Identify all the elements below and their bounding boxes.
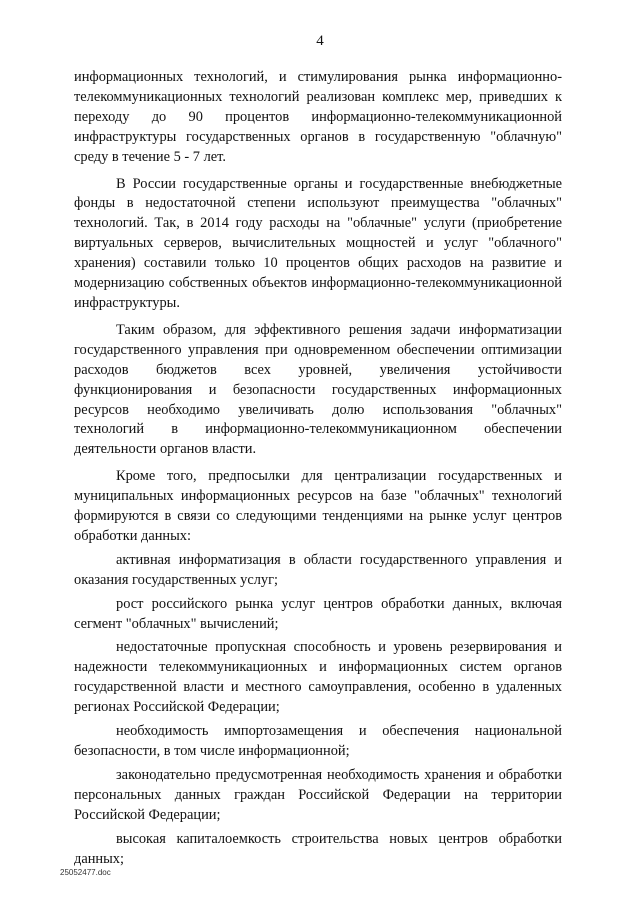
list-item: активная информатизация в области государственного управления и оказания государственных услуг; — [74, 551, 562, 588]
footer-file-code: 25052477.doc — [60, 868, 111, 877]
list-item: необходимость импортозамещения и обеспечения национальной безопасности, в том числе информационной; — [74, 723, 562, 759]
list-item: недостаточные пропускная способность и уровень резервирования и надежности телекоммуникационных и информационных систем органов государственной власти и местного самоуправления, особенно в удаленных регионах Российской Федерации; — [74, 639, 562, 716]
paragraph: В России государственные органы и государственные внебюджетные фонды в недостаточной степени используют преимущества "облачных" технологий. Так, в 2014 году расходы на "облачные" услуги (приобретение виртуальных серверов, вычислительных мощностей и услуг "облачного" хранения) составили только 10 процентов общих расходов на развитие и модернизацию собственных объектов информационно-телекоммуникационной инфраструктуры. — [74, 175, 562, 311]
list-item: законодательно предусмотренная необходимость хранения и обработки персональных данных граждан Российской Федерации на территории Российской Федерации; — [74, 766, 562, 823]
list-item: высокая капиталоемкость строительства новых центров обработки данных; — [74, 830, 562, 867]
paragraph-continuation: информационных технологий, и стимулирования рынка информационно-телекоммуникационных технологий реализован комплекс мер, приведших к переходу до 90 процентов информационно-телекоммуникационной инфраструктуры государственных органов в государственную "облачную" среду в течение 5 - 7 лет. — [74, 69, 562, 165]
paragraph: Таким образом, для эффективного решения задачи информатизации государственного управления при одновременном обеспечении оптимизации расходов бюджетов всех уровней, увеличения устойчивости функционирования и безопасности государственных информационных ресурсов необходимо увеличивать долю использования "облачных" технологий в информационно-телекоммуникационном обеспечении деятельности органов власти. — [74, 321, 562, 458]
document-body — [74, 68, 562, 869]
page-number: 4 — [316, 33, 324, 49]
paragraph: Кроме того, предпосылки для централизации государственных и муниципальных информационных ресурсов на базе "облачных" технологий формируются в связи со следующими тенденциями на рынке услуг центров обработки данных: — [74, 468, 562, 544]
list-item: рост российского рынка услуг центров обработки данных, включая сегмент "облачных" вычислений; — [74, 595, 562, 632]
